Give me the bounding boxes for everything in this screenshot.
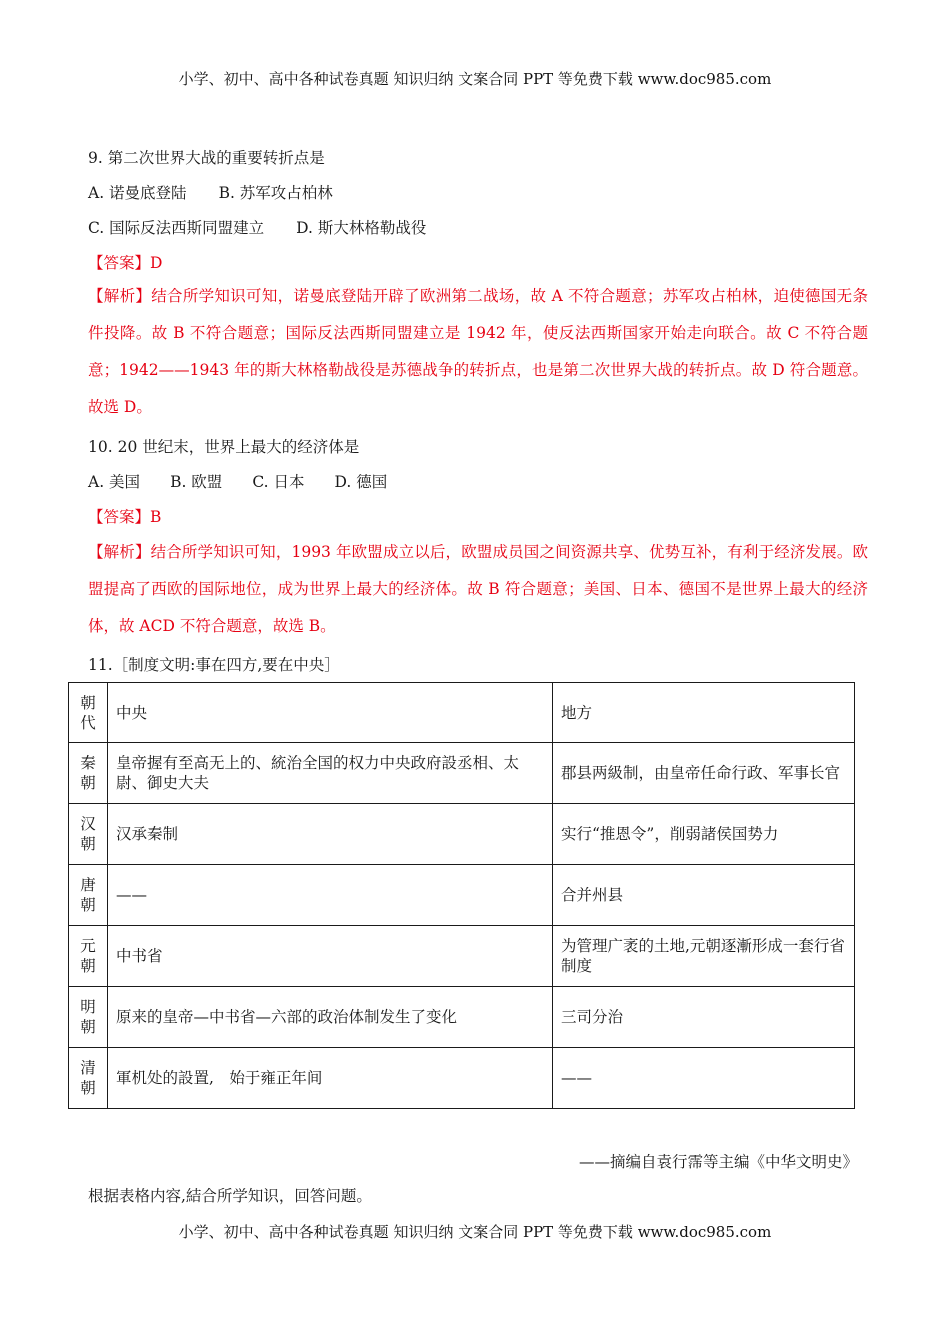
q9-stem: 9. 第二次世界大战的重要转折点是 xyxy=(88,149,325,167)
q10-answer-label: 【答案】 xyxy=(88,508,151,526)
table-row xyxy=(69,804,855,865)
q9-option-c: C. 国际反法西斯同盟建立 xyxy=(88,219,265,237)
dynasty-table xyxy=(68,682,855,1109)
table-cell: 汉承秦制 xyxy=(108,804,553,865)
q10-analysis-text: 结合所学知识可知，1993 年欧盟成立以后，欧盟成员国之间资源共享、优势互补，有利于经济发展。欧盟提高了西欧的国际地位，成为世界上最大的经济体。故 B 符合题意；美国、日本、德国不是世界上最大的经济体，故 ACD 不符合题意，故选 B。 xyxy=(88,543,868,635)
table-cell: 汉朝 xyxy=(69,804,108,865)
table-header-row xyxy=(69,683,855,743)
q9-options-row1 xyxy=(88,181,333,203)
table-cell: 原来的皇帝—中书省—六部的政治体制发生了变化 xyxy=(108,987,553,1048)
table-cell: 实行“推恩令”，削弱諸侯国势力 xyxy=(553,804,855,865)
q9-answer xyxy=(88,251,162,273)
q10-answer-value: B xyxy=(150,508,162,526)
table-cell: 清朝 xyxy=(69,1048,108,1109)
table-cell: 軍机处的設置, 始于雍正年间 xyxy=(108,1048,553,1109)
q10-answer xyxy=(88,505,161,527)
table-cell: 中书省 xyxy=(108,926,553,987)
table-cell: 皇帝握有至高无上的、統治全国的权力中央政府設丞相、太尉、御史大夫 xyxy=(108,743,553,804)
q9-option-b: B. 苏军攻占柏林 xyxy=(218,184,333,202)
q10-option-d: D. 德国 xyxy=(334,473,388,491)
table-cell: 三司分治 xyxy=(553,987,855,1048)
table-row xyxy=(69,865,855,926)
q9-option-a: A. 诺曼底登陆 xyxy=(88,184,187,202)
table-row xyxy=(69,926,855,987)
q10-analysis xyxy=(88,534,868,645)
table-cell: 唐朝 xyxy=(69,865,108,926)
table-cell: 元朝 xyxy=(69,926,108,987)
page-header: 小学、初中、高中各种试卷真题 知识归纳 文案合同 PPT 等免费下载 www.doc985.com xyxy=(178,70,772,88)
table-cell: 明朝 xyxy=(69,987,108,1048)
table-row xyxy=(69,1048,855,1109)
table-cell: —— xyxy=(553,1048,855,1109)
table-cell: 郡县两級制，由皇帝任命行政、军事长官 xyxy=(553,743,855,804)
q10-stem: 10. 20 世纪末，世界上最大的经济体是 xyxy=(88,438,360,456)
q11-stem: 11.［制度文明:事在四方,要在中央］ xyxy=(88,656,340,674)
table-row xyxy=(69,987,855,1048)
q9-answer-value: D xyxy=(150,254,163,272)
table-header-cell: 朝代 xyxy=(69,683,108,743)
q9-option-d: D. 斯大林格勒战役 xyxy=(296,219,427,237)
table-cell: 合并州县 xyxy=(553,865,855,926)
q9-options-row2 xyxy=(88,216,426,238)
q11-prompt: 根据表格内容,結合所学知识，回答问题。 xyxy=(88,1187,372,1205)
page-footer: 小学、初中、高中各种试卷真题 知识归纳 文案合同 PPT 等免费下载 www.doc985.com xyxy=(178,1223,772,1241)
table-header-cell: 中央 xyxy=(108,683,553,743)
table-cell: 为管理广袤的土地,元朝逐漸形成一套行省制度 xyxy=(553,926,855,987)
q10-option-c: C. 日本 xyxy=(252,473,305,491)
q9-analysis xyxy=(88,278,868,426)
q9-analysis-text: 结合所学知识可知，诺曼底登陆开辟了欧洲第二战场，故 A 不符合题意；苏军攻占柏林，迫使德国无条件投降。故 B 不符合题意；国际反法西斯同盟建立是 1942 年，使反法西斯国家开始走向联合。故 C 不符合题意；1942——1943 年的斯大林格勒战役是苏德战争的转折点，也是第二次世界大战的转折点。故 D 符合题意。故选 D。 xyxy=(88,287,868,416)
q10-options xyxy=(88,470,387,492)
q9-answer-label: 【答案】 xyxy=(88,254,151,272)
table-header-cell: 地方 xyxy=(553,683,855,743)
table-cell: —— xyxy=(108,865,553,926)
q10-analysis-label: 【解析】 xyxy=(88,543,151,561)
q10-option-a: A. 美国 xyxy=(88,473,141,491)
q9-analysis-label: 【解析】 xyxy=(88,287,152,305)
table-row xyxy=(69,743,855,804)
table-cell: 秦朝 xyxy=(69,743,108,804)
table-source: ——摘编自袁行霈等主编《中华文明史》 xyxy=(578,1153,858,1171)
q10-option-b: B. 欧盟 xyxy=(170,473,223,491)
